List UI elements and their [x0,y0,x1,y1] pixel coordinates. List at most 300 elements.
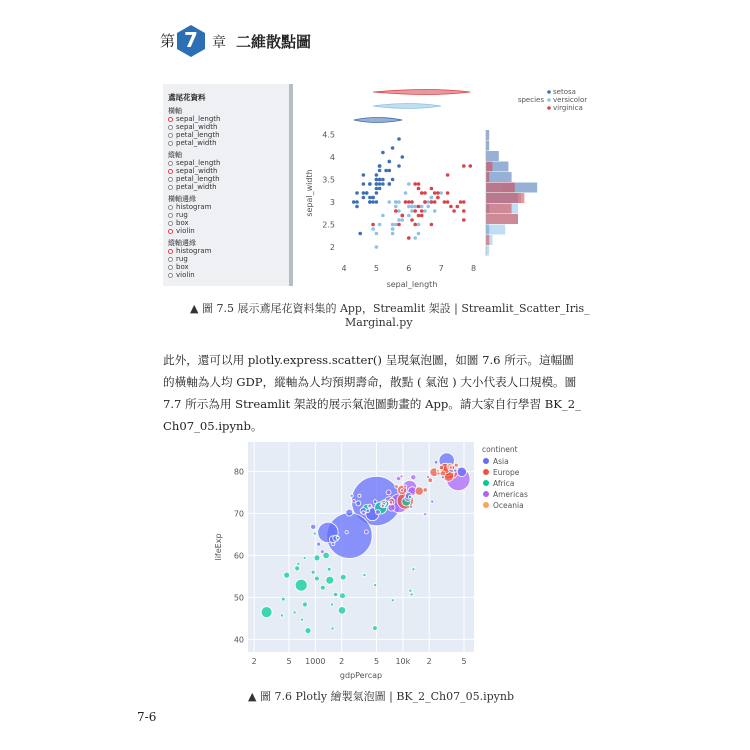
radio-label: violin [176,271,195,279]
data-point [452,209,456,213]
data-point [417,214,421,218]
bubble-point [424,513,427,516]
data-point [436,196,440,200]
histogram-bar [486,193,524,203]
radio-icon[interactable] [168,125,173,130]
bubble-point [395,485,399,489]
x-tick-label: 2 [339,657,345,666]
sidebar-radio-option[interactable] [168,175,220,183]
bubble-point [346,509,353,516]
bubble-point [426,475,429,478]
bubble-point [340,574,346,580]
bubble-point [373,500,377,504]
data-point [426,200,430,204]
data-point [417,223,421,227]
x-tick-label: 2 [426,657,432,666]
legend-title: continent [482,445,518,454]
legend-label: Asia [493,457,509,466]
bubble-point [439,465,443,469]
data-point [430,196,434,200]
bubble-point [338,607,346,615]
histogram-bar [486,235,489,245]
data-point [397,200,401,204]
bubble-point [412,568,415,571]
data-point [378,178,382,182]
data-point [449,205,453,209]
sidebar-radio-option[interactable] [168,131,220,139]
data-point [420,209,424,213]
x-tick-label: 5 [373,264,379,273]
data-point [391,146,395,150]
data-point [375,200,379,204]
data-point [420,205,424,209]
bubble-point [373,626,378,631]
bubble-point [391,599,394,602]
data-point [355,205,359,209]
data-point [371,200,375,204]
data-point [384,169,388,173]
data-point [417,187,421,191]
y-tick-label: 80 [233,467,244,477]
x-tick-label: 7 [438,264,444,273]
bubble-point [386,490,391,495]
bubble-point [350,494,353,497]
bubble-point [454,469,457,472]
bubble-point [404,485,407,488]
chapter-label: 第 [160,32,176,50]
figure-7-5-caption: ▲ 圖 7.5 展示鳶尾花資料集的 App，Streamlit 架設 | Streamlit_Scatter_Iris_ [190,302,590,315]
data-point [375,191,379,195]
x-axis-label: gdpPercap [339,671,383,680]
data-point [388,160,392,164]
x-tick-label: 1000 [305,657,326,666]
sidebar-radio-option[interactable] [168,227,195,235]
sidebar-group-heading: 橫軸邊緣 [168,195,196,203]
bubble-point [295,579,307,591]
data-point [375,173,379,177]
data-point [430,187,434,191]
data-point [413,205,417,209]
bubble-point [400,475,403,478]
y-tick-label: 50 [233,593,244,603]
paragraph-line-2: 的橫軸為人均 GDP，縱軸為人均預期壽命，散點 ( 氣泡 ) 大小代表人口規模。圖 [163,375,577,389]
radio-icon[interactable] [168,205,173,210]
bubble-point [345,531,348,534]
bubble-point [261,607,272,618]
bubble-point [457,467,467,477]
data-point [378,187,382,191]
bubble-point [340,593,346,599]
sidebar-radio-option[interactable] [168,211,188,219]
histogram-bar [486,246,489,256]
radio-label: histogram [176,203,212,211]
histogram-bar [486,162,492,172]
bubble-point [423,488,427,492]
x-tick-label: 4 [341,264,347,273]
histogram-bar [486,172,489,182]
data-point [378,182,382,186]
paragraph-line-3: 7.7 所示為用 Streamlit 架設的展示氣泡圖動畫的 App。請大家自行學習 BK_2_ [163,397,581,411]
paragraph-line-4: Ch07_05.ipynb。 [163,419,263,433]
radio-icon[interactable] [168,161,173,166]
data-point [394,223,398,227]
sidebar-radio-option[interactable] [168,115,220,123]
violin-mark [354,118,403,123]
sidebar-radio-option[interactable] [168,167,217,175]
bubble-point [313,532,316,535]
data-point [446,191,450,195]
data-point [378,223,382,227]
data-point [391,232,395,236]
paragraph-line-1: 此外，還可以用 plotly.express.scatter() 呈現氣泡圖，如圖 7.6 所示。這幅圖 [163,353,574,367]
data-point [430,200,434,204]
legend-label: Europe [493,468,520,477]
bubble-point [284,572,290,578]
data-point [462,209,466,213]
iris-scatter-chart [298,84,598,290]
legend-marker [483,491,489,497]
sidebar-radio-option[interactable] [168,263,189,271]
data-point [456,205,460,209]
bubble-point [454,463,458,467]
bubble-point [331,627,334,630]
data-point [391,223,395,227]
radio-label: sepal_length [176,159,221,167]
gapminder-bubble-chart [212,438,552,684]
data-point [375,245,379,249]
data-point [469,164,473,168]
bubble-point [280,614,283,617]
x-tick-label: 8 [470,264,477,273]
data-point [407,182,411,186]
bubble-point [332,543,335,546]
radio-icon[interactable] [168,265,173,270]
sidebar-radio-option[interactable] [168,255,188,263]
data-point [413,223,417,227]
histogram-bar [486,214,518,224]
sidebar-radio-option[interactable] [168,271,195,279]
data-point [430,223,434,227]
y-tick-label: 2 [329,243,335,252]
data-point [375,187,379,191]
bubble-point [317,542,321,546]
x-axis-label: sepal_length [386,280,438,289]
data-point [381,214,385,218]
data-point [394,205,398,209]
data-point [391,227,395,231]
radio-icon[interactable] [168,117,173,122]
radio-label: sepal_width [176,167,218,175]
bubble-point [356,501,361,506]
bubble-point [363,574,366,577]
radio-icon[interactable] [168,273,173,278]
radio-icon[interactable] [168,177,173,182]
sidebar-radio-option[interactable] [168,219,189,227]
radio-icon[interactable] [168,213,173,218]
x-tick-label: 10k [395,657,411,666]
data-point [417,232,421,236]
bubble-point [436,469,439,472]
bubble-point [320,550,324,554]
data-point [388,169,392,173]
data-point [391,178,395,182]
data-point [462,218,466,222]
sidebar-title: 鳶尾花資料 [168,93,206,102]
data-point [401,155,405,159]
x-tick-label: 2 [251,657,257,666]
data-point [381,178,385,182]
bubble-point [314,555,320,561]
data-point [397,209,401,213]
data-point [433,209,437,213]
radio-label: histogram [176,247,212,255]
histogram-bar [486,141,489,151]
radio-icon[interactable] [168,257,173,262]
legend-marker [483,458,489,464]
data-point [420,191,424,195]
sidebar-radio-option[interactable] [168,203,212,211]
histogram-bar [486,172,512,182]
data-point [358,232,362,236]
radio-icon[interactable] [168,169,173,174]
y-axis-label: lifeExp [214,533,223,561]
bubble-point [352,500,355,503]
data-point [413,182,417,186]
chapter-title: 二維散點圖 [236,33,312,51]
bubble-point [401,489,404,492]
data-point [417,182,421,186]
bubble-point [301,618,304,621]
legend-label: setosa [553,88,576,96]
data-point [352,200,356,204]
histogram-bar [486,151,499,161]
data-point [397,137,401,141]
bubble-point [293,611,296,614]
y-axis-label: sepal_width [305,169,314,217]
data-point [443,200,447,204]
bubble-point [449,466,452,469]
bubble-point [358,494,361,497]
bubble-point [333,592,337,596]
data-point [362,182,366,186]
x-tick-label: 5 [286,657,292,666]
bubble-point [408,495,411,498]
violin-mark [373,90,470,95]
bubble-point [295,566,300,571]
data-point [371,196,375,200]
data-point [407,236,411,240]
histogram-bar [486,225,505,235]
data-point [381,182,385,186]
violin-mark [373,104,441,109]
radio-icon[interactable] [168,133,173,138]
bubble-point [336,536,339,539]
legend-marker [547,98,551,102]
chapter-number: 7 [184,28,198,52]
bubble-point [326,576,334,584]
bubble-point [315,576,320,581]
radio-label: petal_length [176,131,220,139]
data-point [417,205,421,209]
data-point [362,173,366,177]
data-point [407,205,411,209]
sidebar-radio-option[interactable] [168,183,217,191]
y-tick-label: 4.5 [322,130,335,140]
data-point [362,196,366,200]
radio-label: petal_width [176,183,217,191]
legend-title: species [517,96,544,104]
data-point [423,209,427,213]
sidebar-radio-option[interactable] [168,139,217,147]
data-point [462,200,466,204]
data-point [368,200,372,204]
y-tick-label: 70 [233,509,244,519]
bubble-point [415,487,423,495]
histogram-bar [486,130,489,140]
y-tick-label: 60 [233,551,244,561]
y-tick-label: 3 [329,198,335,207]
data-point [397,164,401,168]
data-point [378,164,382,168]
data-point [394,200,398,204]
radio-icon[interactable] [168,221,173,226]
data-point [404,191,408,195]
radio-label: sepal_length [176,115,221,123]
data-point [446,173,450,177]
y-tick-label: 4 [329,153,335,162]
data-point [371,227,375,231]
radio-label: rug [176,211,188,219]
bubble-point [434,460,438,464]
sidebar-group-heading: 橫軸 [168,107,182,115]
data-point [375,178,379,182]
bubble-point [374,584,377,587]
bubble-point [431,500,434,503]
radio-icon[interactable] [168,249,173,254]
bubble-point [320,585,325,590]
x-tick-label: 5 [373,657,380,666]
bubble-point [410,505,413,508]
data-point [388,200,392,204]
legend-marker [483,480,489,486]
data-point [423,191,427,195]
radio-icon[interactable] [168,185,173,190]
app-sidebar [163,84,293,286]
data-point [401,218,405,222]
data-point [368,196,372,200]
data-point [397,218,401,222]
radio-icon[interactable] [168,229,173,234]
data-point [394,209,398,213]
data-point [375,182,379,186]
data-point [368,182,372,186]
data-point [355,191,359,195]
data-point [397,223,401,227]
data-point [388,182,392,186]
legend-label: Oceania [493,501,524,510]
bubble-point [303,556,306,559]
histogram-bar [486,204,512,214]
data-point [446,200,450,204]
data-point [401,214,405,218]
figure-7-5-caption-cont: Marginal.py [345,316,413,329]
radio-label: rug [176,255,188,263]
legend-marker [483,502,489,508]
data-point [410,209,414,213]
data-point [459,200,463,204]
data-point [362,191,366,195]
x-tick-label: 5 [461,657,467,666]
bubble-point [311,570,315,574]
chapter-suffix: 章 [212,35,226,51]
data-point [410,200,414,204]
y-tick-label: 3.5 [322,175,335,185]
data-point [433,191,437,195]
bubble-point [441,476,444,479]
legend-marker [547,90,551,94]
bubble-point [302,602,307,607]
data-point [365,191,369,195]
bubble-point [330,603,333,606]
figure-7-6-caption: ▲ 圖 7.6 Plotly 繪製氣泡圖 | BK_2_Ch07_05.ipynb [248,690,515,703]
radio-label: sepal_width [176,123,218,131]
legend-marker [483,469,489,475]
bubble-point [327,567,331,571]
radio-label: petal_length [176,175,220,183]
data-point [413,236,417,240]
data-point [426,205,430,209]
sidebar-radio-option[interactable] [168,159,220,167]
data-point [407,200,411,204]
legend-marker [547,106,551,110]
bubble-point [311,524,316,529]
bubble-point [381,504,384,507]
sidebar-radio-option[interactable] [168,123,217,131]
radio-icon[interactable] [168,141,173,146]
bubble-point [366,509,370,513]
legend-label: virginica [553,104,583,112]
bubble-point [410,593,413,596]
data-point [462,164,466,168]
bubble-point [375,510,380,515]
legend-label: versicolor [553,96,588,104]
sidebar-group-heading: 縱軸邊緣 [168,239,196,247]
data-point [433,200,437,204]
y-tick-label: 40 [233,635,244,645]
data-point [420,214,424,218]
data-point [423,200,427,204]
bubble-point [368,504,371,507]
bubble-point [409,589,412,592]
sidebar-radio-option[interactable] [168,247,212,255]
sidebar-group-heading: 縱軸 [168,151,182,159]
data-point [375,232,379,236]
legend-label: Americas [493,490,528,499]
radio-label: box [176,219,189,227]
bubble-point [305,628,311,634]
radio-label: violin [176,227,195,235]
bubble-point [411,475,416,480]
bubble-point [281,597,285,601]
data-point [407,214,411,218]
legend-label: Africa [493,479,515,488]
data-point [355,200,359,204]
data-point [439,191,443,195]
data-point [410,205,414,209]
histogram-bar [486,183,515,193]
bubble-point [362,511,366,515]
data-point [436,191,440,195]
